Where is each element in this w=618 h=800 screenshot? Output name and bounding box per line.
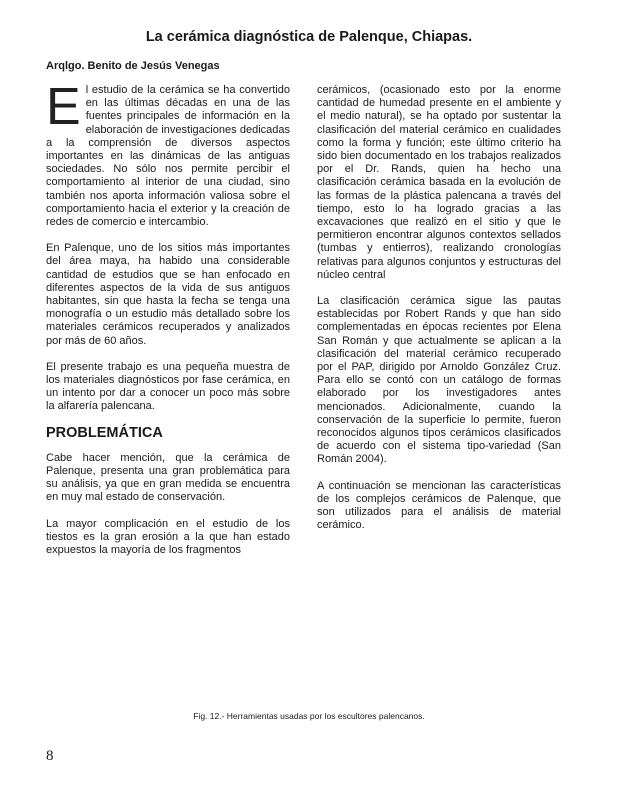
paragraph-palenque: En Palenque, uno de los sitios más importantes del área maya, ha habido una considerable cantidad de estudios que se han enfocado en diferentes aspectos de la vida de sus antiguos habitantes, sin que hasta la fecha se tenga una monografía o un estudio más detallado sobre los materiales cerámicos recuperados y analizados por más de 60 años. [46,242,290,347]
figure-caption: Fig. 12.- Herramientas usadas por los escultores palencanos. [193,711,425,721]
paragraph-present-work: El presente trabajo es una pequeña muestra de los materiales diagnósticos por fase cerámica, en un intento por dar a conocer un poco más sobre la alfarería palencana. [46,360,290,413]
paragraph-complexes: A continuación se mencionan las características de los complejos cerámicos de Palenque, que son utilizados para el análisis de material cerámico. [317,479,561,532]
drop-cap: E [46,78,81,136]
paragraph-erosion: La mayor complicación en el estudio de los tiestos es la gran erosión a la que han estado expuestos la mayoría de los fragmentos [46,517,290,557]
paragraph-problem: Cabe hacer mención, que la cerámica de Palenque, presenta una gran problemática para su análisis, ya que en gran medida se encuentra en muy mal estado de conservación. [46,451,290,504]
page-title: La cerámica diagnóstica de Palenque, Chiapas. [145,29,473,45]
paragraph-classification: cerámicos, (ocasionado esto por la enorme cantidad de humedad presente en el ambiente y el medio natural), se ha optado por sustentar la clasificación del material cerámico en cualidades como la forma y función; este último criterio ha sido bien documentado en los trabajos realizados por el Dr. Rands, quien ha hecho una clasificación cerámica basada en la evolución de las formas de la plástica palencana a través del tiempo, esto lo ha logrado gracias a las excavaciones que realizó en el sitio y que le permitieron encontrar algunos contextos sellados (tumbas y entierros), realizando cronologías relativas para algunos conjuntos y estructuras del núcleo central [317,84,561,281]
right-column [317,84,561,546]
section-heading: PROBLEMÁTICA [46,424,163,441]
paragraph-rands: La clasificación cerámica sigue las pautas establecidas por Robert Rands y que han sido complementadas en épocas recientes por Elena San Román y que actualmente se aplican a la clasificación del material cerámico recuperado por el PAP, dirigido por Arnoldo González Cruz. Para ello se contó con un catálogo de formas elaborado por los investigadores antes mencionados. Adicionalmente, cuando la conservación de la superficie lo permite, fueron reconocidos algunos tipos cerámicos clasificados de acuerdo con el sistema tipo-variedad (San Román 2004). [317,295,561,466]
intro-text: l estudio de la cerámica se ha convertido en las últimas décadas en una de las fuentes principales de información en la elaboración de investigaciones dedicadas a la comprensión de diversos aspectos importantes en las dinámicas de las antiguas sociedades. No sólo nos permite percibir el comportamiento al interior de una ciudad, sino también nos aporta información valiosa sobre el comportamiento hacia el exterior y la creación de redes de comercio e intercambio. [46,84,290,229]
intro-paragraph [46,78,290,229]
left-column [46,78,290,570]
author-line: Arqlgo. Benito de Jesús Venegas [46,60,220,72]
page-number: 8 [46,748,54,764]
